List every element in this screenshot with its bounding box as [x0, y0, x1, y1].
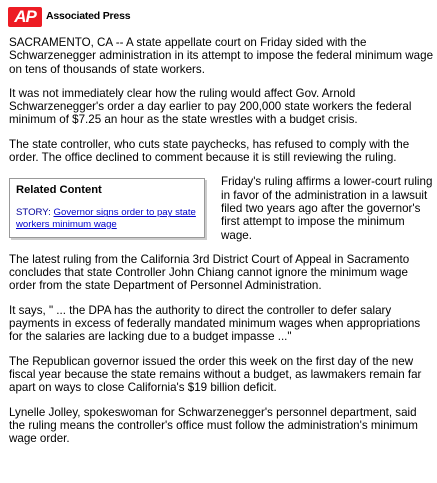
- source-name: Associated Press: [46, 10, 131, 23]
- article-paragraph-3: The state controller, who cuts state paychecks, has refused to comply with the order. The office declined to comment because it is still reviewing the ruling.: [9, 137, 410, 165]
- related-content-box: [9, 178, 205, 238]
- related-story-link[interactable]: Governor signs order to pay state workers minimum wage: [16, 207, 196, 230]
- related-content-title: Related Content: [16, 184, 102, 197]
- article-paragraph-6: It says, " ... the DPA has the authority to direct the controller to defer salary payments in excess of federally mandated minimum wages when appropriations for the salaries are lacking due to a budget impasse ...": [9, 303, 421, 344]
- article-paragraph-5: The latest ruling from the California 3rd District Court of Appeal in Sacramento concludes that state Controller John Chiang cannot ignore the minimum wage order from the state Department of Personnel Administration.: [9, 252, 410, 293]
- article-paragraph-2: It was not immediately clear how the ruling would affect Gov. Arnold Schwarzenegger's order a day earlier to pay 200,000 state workers the federal minimum of $7.25 an hour as the state wrestles with a budget crisis.: [9, 86, 412, 127]
- related-row: [9, 175, 433, 241]
- story-tag: STORY:: [16, 207, 51, 219]
- article-body: [9, 36, 433, 456]
- related-story: [16, 207, 198, 230]
- article-paragraph-1: SACRAMENTO, CA -- A state appellate court on Friday sided with the Schwarzenegger administration in its attempt to impose the federal minimum wage on tens of thousands of state workers.: [9, 36, 434, 76]
- article-paragraph-7: The Republican governor issued the order this week on the first day of the new fiscal year because the state remains without a budget, as lawmakers remain far apart on ways to close California's $19 billion deficit.: [9, 354, 422, 395]
- page-header: [8, 6, 130, 28]
- article-paragraph-8: Lynelle Jolley, spokeswoman for Schwarzenegger's personnel department, said the ruling means the controller's office must follow the administration's minimum wage order.: [9, 405, 418, 446]
- ap-logo: AP: [8, 7, 42, 27]
- article-paragraph-4: Friday's ruling affirms a lower-court ruling in favor of the administration in a lawsuit filed two years ago after the governor's first attempt to impose the minimum wage.: [221, 175, 433, 242]
